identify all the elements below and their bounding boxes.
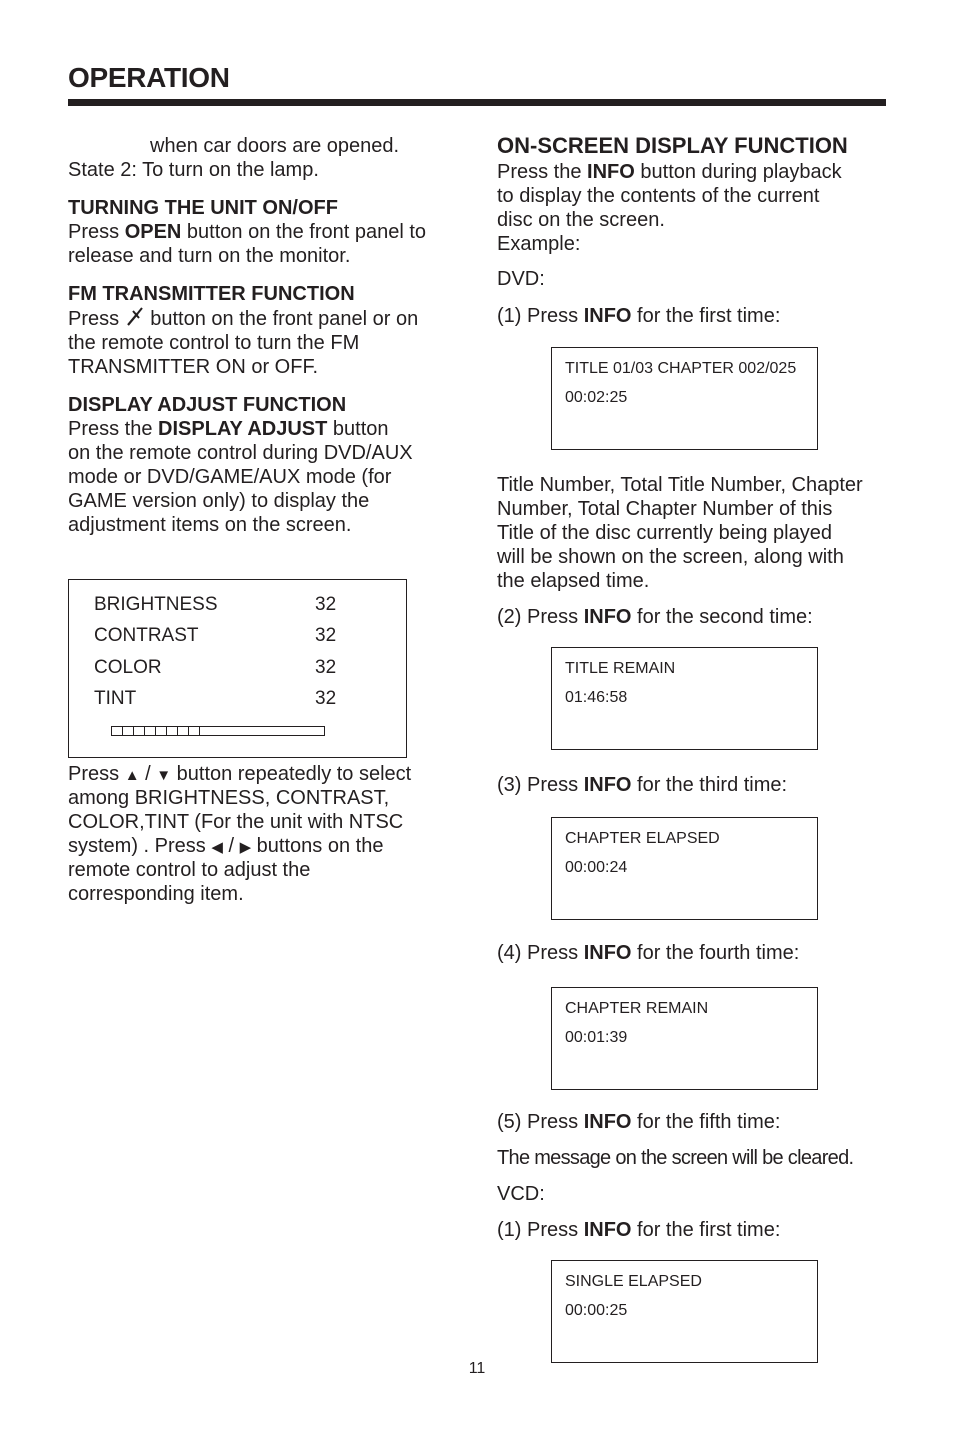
step-press: Press (527, 1219, 584, 1241)
step-5 (497, 1110, 780, 1134)
display-adjust-label: DISPLAY ADJUST (158, 418, 328, 440)
onoff-heading: TURNING THE UNIT ON/OFF (68, 197, 338, 219)
step-press: Press (527, 606, 584, 628)
step-rest: for the first time: (631, 1219, 781, 1241)
press-pre: Press (68, 763, 125, 785)
down-arrow-icon: ▼ (156, 767, 172, 784)
adjust-label-color: COLOR (94, 657, 162, 678)
press-text-5: remote control to adjust the (68, 859, 311, 881)
press-text-6: corresponding item. (68, 883, 244, 905)
osd-line-1: TITLE 01/03 CHAPTER 002/025 (565, 360, 797, 377)
step-info: INFO (583, 774, 632, 796)
osd-line-2: 00:01:39 (565, 1029, 628, 1046)
intro-line-2: State 2: To turn on the lamp. (68, 159, 319, 181)
right-arrow-icon: ▶ (239, 839, 252, 856)
vcd-label: VCD: (497, 1183, 545, 1205)
step-3 (497, 773, 787, 797)
page-number: 11 (468, 1360, 486, 1377)
desc-line-3: Title of the disc currently being played (497, 522, 832, 544)
step-num: (3) (497, 774, 527, 796)
press-sep: / (139, 763, 157, 785)
onoff-pre: Press (68, 221, 125, 243)
osd-heading: ON-SCREEN DISPLAY FUNCTION (497, 133, 848, 158)
step-2 (497, 605, 813, 629)
onoff-text-2: release and turn on the monitor. (68, 245, 351, 267)
press4-post: buttons on the (251, 835, 384, 857)
press-text-3: COLOR,TINT (For the unit with NTSC (68, 811, 404, 833)
adjust-label-brightness: BRIGHTNESS (94, 594, 218, 615)
step-info: INFO (583, 942, 632, 964)
level-segment (112, 727, 123, 735)
step-info: INFO (583, 1219, 632, 1241)
onoff-text-1 (68, 220, 426, 244)
osd-line-1: CHAPTER ELAPSED (565, 830, 720, 847)
osd-intro-3: disc on the screen. (497, 209, 665, 231)
page-title: OPERATION (68, 62, 230, 93)
osd-intro-1 (497, 160, 842, 184)
adjust-value-brightness: 32 (315, 594, 337, 615)
osd-box-3 (551, 817, 818, 920)
step-press: Press (527, 1111, 584, 1133)
step-rest: for the second time: (631, 606, 813, 628)
fm-post: button on the front panel or on (144, 308, 419, 330)
level-segment (167, 727, 178, 735)
step-1 (497, 304, 780, 328)
press-text-2: among BRIGHTNESS, CONTRAST, (68, 787, 390, 809)
osd-line-2: 00:00:24 (565, 859, 628, 876)
adjust-value-contrast: 32 (315, 625, 337, 646)
onoff-post: button on the front panel to (181, 221, 427, 243)
fm-transmitter-icon (125, 307, 145, 327)
desc-line-2: Number, Total Chapter Number of this (497, 498, 833, 520)
press4-pre: system) . Press (68, 835, 212, 857)
step-num: (2) (497, 606, 527, 628)
osd-line-1: SINGLE ELAPSED (565, 1273, 702, 1290)
desc-line-5: the elapsed time. (497, 570, 650, 592)
level-segment (123, 727, 134, 735)
osd-line-1: CHAPTER REMAIN (565, 1000, 709, 1017)
step-info: INFO (583, 606, 632, 628)
display-text-3: mode or DVD/GAME/AUX mode (for (68, 466, 392, 488)
adjust-label-tint: TINT (94, 688, 137, 709)
adjust-level-bar (111, 726, 325, 736)
level-segment (134, 727, 145, 735)
fm-text-2: the remote control to turn the FM (68, 332, 360, 354)
fm-pre: Press (68, 308, 125, 330)
left-arrow-icon: ◀ (211, 839, 223, 856)
fm-text-1 (68, 307, 418, 331)
display-text-5: adjustment items on the screen. (68, 514, 352, 536)
step-4 (497, 941, 799, 965)
step-vcd-1 (497, 1218, 780, 1242)
dvd-label: DVD: (497, 268, 545, 290)
osd-line-2: 00:02:25 (565, 389, 628, 406)
press4-sep: / (222, 835, 240, 857)
osd-line-1: TITLE REMAIN (565, 660, 676, 677)
fm-text-3: TRANSMITTER ON or OFF. (68, 356, 318, 378)
display-text-1 (68, 417, 389, 441)
step-rest: for the fifth time: (631, 1111, 781, 1133)
step-info: INFO (583, 1111, 632, 1133)
press-text-1 (68, 762, 411, 788)
step-rest: for the third time: (631, 774, 788, 796)
osd-box-5 (551, 1260, 818, 1363)
display-heading: DISPLAY ADJUST FUNCTION (68, 394, 347, 416)
cleared-message: The message on the screen will be cleared. (497, 1147, 854, 1169)
info-button-label: INFO (587, 161, 635, 183)
press-post: button repeatedly to select (171, 763, 412, 785)
desc-line-1: Title Number, Total Title Number, Chapter (497, 474, 863, 496)
press-text-4 (68, 834, 383, 860)
desc-line-4: will be shown on the screen, along with (497, 546, 844, 568)
osd-box-2 (551, 647, 818, 750)
fm-heading: FM TRANSMITTER FUNCTION (68, 283, 355, 305)
header-rule (68, 99, 886, 106)
step-press: Press (527, 774, 584, 796)
step-num: (4) (497, 942, 527, 964)
level-segment (156, 727, 167, 735)
step-num: (5) (497, 1111, 527, 1133)
osd-box-1 (551, 347, 818, 450)
display-text-2: on the remote control during DVD/AUX (68, 442, 413, 464)
open-button-label: OPEN (124, 221, 182, 243)
example-label: Example: (497, 233, 581, 255)
step-num: (1) (497, 1219, 527, 1241)
adjustment-screen (68, 579, 407, 758)
level-segment (178, 727, 189, 735)
adjust-label-contrast: CONTRAST (94, 625, 199, 646)
up-arrow-icon: ▲ (124, 767, 140, 784)
step-rest: for the first time: (631, 305, 781, 327)
level-segment (145, 727, 156, 735)
osd-box-4 (551, 987, 818, 1090)
step-rest: for the fourth time: (631, 942, 800, 964)
intro-line-1: when car doors are opened. (150, 135, 400, 157)
osd-intro-2: to display the contents of the current (497, 185, 820, 207)
osd-intro-post: button during playback (634, 161, 842, 183)
step-info: INFO (583, 305, 632, 327)
step-num: (1) (497, 305, 527, 327)
step-press: Press (527, 942, 584, 964)
step-press: Press (527, 305, 584, 327)
display-pre: Press the (68, 418, 159, 440)
osd-line-2: 01:46:58 (565, 689, 628, 706)
display-post: button (327, 418, 389, 440)
adjust-value-tint: 32 (315, 688, 337, 709)
osd-intro-pre: Press the (497, 161, 588, 183)
display-text-4: GAME version only) to display the (68, 490, 370, 512)
adjust-value-color: 32 (315, 657, 337, 678)
level-segment (189, 727, 200, 735)
osd-line-2: 00:00:25 (565, 1302, 628, 1319)
